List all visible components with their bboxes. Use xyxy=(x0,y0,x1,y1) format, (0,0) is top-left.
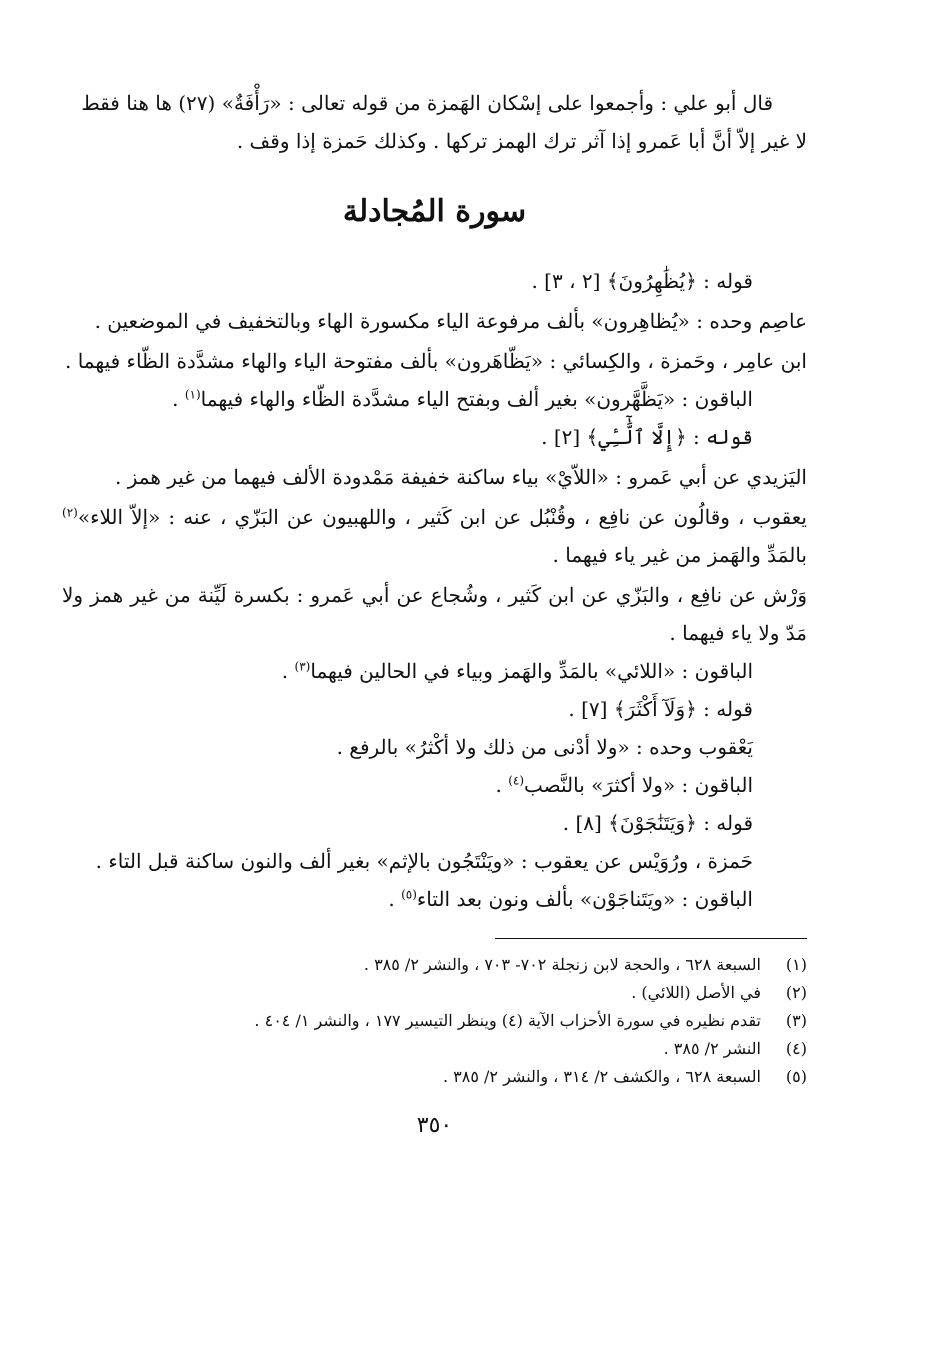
verse-citation-3: قوله : ﴿وَلَآ أَكْثَرَ﴾ [٧] . xyxy=(568,697,753,721)
reading-others-4: الباقون : «ويَتَناجَوْن» بألف ونون بعد التاء$^{(٥)}$ . xyxy=(388,887,753,911)
footnote-ref-1: (١) xyxy=(184,387,201,402)
footnote-number: (٢) xyxy=(785,983,807,1002)
page-number: ٣٥٠ xyxy=(416,1113,453,1138)
intro-line-2: لا غير إلاّ أنَّ أبا عَمرو إذا آثر ترك الهمز تركها . وكذلك حَمزة إذا وقف . xyxy=(236,129,807,153)
reading-yaqub-tail: بالمَدِّ والهَمز من غير ياء فيهما . xyxy=(552,543,807,567)
footnote-4 xyxy=(62,1035,807,1063)
reading-ibn-amir: ابن عامِر ، وحَمزة ، والكِسائي : «يَظّاهَرون» بألف مفتوحة الياء والهاء مشدَّدة الظّاء فيهما . xyxy=(65,349,807,373)
footnote-text: النشر ٢/ ٣٨٥ . xyxy=(663,1039,761,1058)
reading-yazidi: اليَزيدي عن أبي عَمرو : «اللاّيْ» بياء ساكنة خفيفة مَمْدودة الألف فيهما من غير همز . xyxy=(115,465,807,489)
reading-warsh: وَرْش عن نافِع ، والبَزّي عن ابن كَثير ، وشُجاع عن أبي عَمرو : بكسرة لَيِّنة من غير همز ولا مَدّ ولا ياء فيهما . xyxy=(62,583,807,645)
footnote-5 xyxy=(62,1063,807,1091)
footnote-2 xyxy=(62,979,807,1007)
footnote-number: (١) xyxy=(785,955,807,974)
surah-title: سورة المُجادلة xyxy=(342,194,527,229)
reading-others-4-text: الباقون : «ويَتَناجَوْن» بألف ونون بعد التاء xyxy=(416,887,753,911)
verse-citation-1: قوله : ﴿يُظَٰهِرُونَ﴾ [٢ ، ٣] . xyxy=(531,269,753,293)
footnote-ref-3: (٣) xyxy=(294,659,311,674)
reading-others-2: الباقون : «اللائي» بالمَدِّ والهَمز وبياء في الحالين فيهما$^{(٣)}$ . xyxy=(281,659,753,683)
footnote-3 xyxy=(62,1007,807,1035)
reading-others-1: الباقون : «يَظَّهَّرون» بغير ألف وبفتح الياء مشدَّدة الظّاء والهاء فيهما$^{(١)}$ . xyxy=(172,387,753,411)
footnote-ref-4: (٤) xyxy=(508,773,525,788)
footnote-number: (٤) xyxy=(785,1039,807,1058)
footnote-number: (٥) xyxy=(785,1067,807,1086)
reading-others-1-text: الباقون : «يَظَّهَّرون» بغير ألف وبفتح الياء مشدَّدة الظّاء والهاء فيهما xyxy=(200,387,753,411)
reading-asim: عاصِم وحده : «يُظاهِرون» بألف مرفوعة الياء مكسورة الهاء وبالتخفيف في الموضعين . xyxy=(94,309,807,333)
page xyxy=(62,84,807,1138)
footnote-text: في الأصل (اللائي) . xyxy=(631,983,761,1002)
footnotes xyxy=(62,951,807,1091)
reading-hamza: حَمزة ، ورُوَيْس عن يعقوب : «ويَنْتَجُون بالإثم» بغير ألف والنون ساكنة قبل التاء . xyxy=(95,849,753,873)
footnote-text: السبعة ٦٢٨ ، والكشف ٢/ ٣١٤ ، والنشر ٢/ ٣٨٥ . xyxy=(442,1067,761,1086)
verse-citation-4: قوله : ﴿وَيَتَنَٰجَوْنَ﴾ [٨] . xyxy=(562,811,753,835)
reading-others-2-text: الباقون : «اللائي» بالمَدِّ والهَمز وبياء في الحالين فيهما xyxy=(310,659,753,683)
intro-line-1: قال أبو علي : وأجمعوا على إسْكان الهَمزة من قوله تعالى : «رَأْفَةٌ» (٢٧) ها هنا فقط xyxy=(81,91,773,115)
footnote-ref-2: (٢) xyxy=(62,505,78,520)
verse-citation-2: قوله : ﴿إِلَّا ٱلَّٰٓـِٔي﴾ [٢] . xyxy=(541,425,753,449)
footnote-number: (٣) xyxy=(785,1011,807,1030)
footnote-1 xyxy=(62,951,807,979)
reading-yaqub-text: يعقوب ، وقالُون عن نافِع ، وقُنْبُل عن ابن كَثير ، واللهبيون عن البَزّي ، عنه : «إلاّ اللاء» xyxy=(77,505,807,529)
reading-others-3: الباقون : «ولا أكثرَ» بالنَّصب$^{(٤)}$ . xyxy=(495,773,753,797)
footnote-ref-5: (٥) xyxy=(401,887,417,902)
reading-others-3-text: الباقون : «ولا أكثرَ» بالنَّصب xyxy=(524,773,753,797)
footnote-separator xyxy=(495,938,807,939)
footnote-text: تقدم نظيره في سورة الأحزاب الآية (٤) وينظر التيسير ١٧٧ ، والنشر ١/ ٤٠٤ . xyxy=(254,1011,761,1030)
footnote-text: السبعة ٦٢٨ ، والحجة لابن زنجلة ٧٠٢- ٧٠٣ ، والنشر ٢/ ٣٨٥ . xyxy=(363,955,761,974)
reading-yaqub-2: يَعْقوب وحده : «ولا أدْنى من ذلك ولا أكْثرُ» بالرفع . xyxy=(336,735,753,759)
reading-yaqub xyxy=(62,498,807,574)
intro-paragraph xyxy=(62,84,807,160)
